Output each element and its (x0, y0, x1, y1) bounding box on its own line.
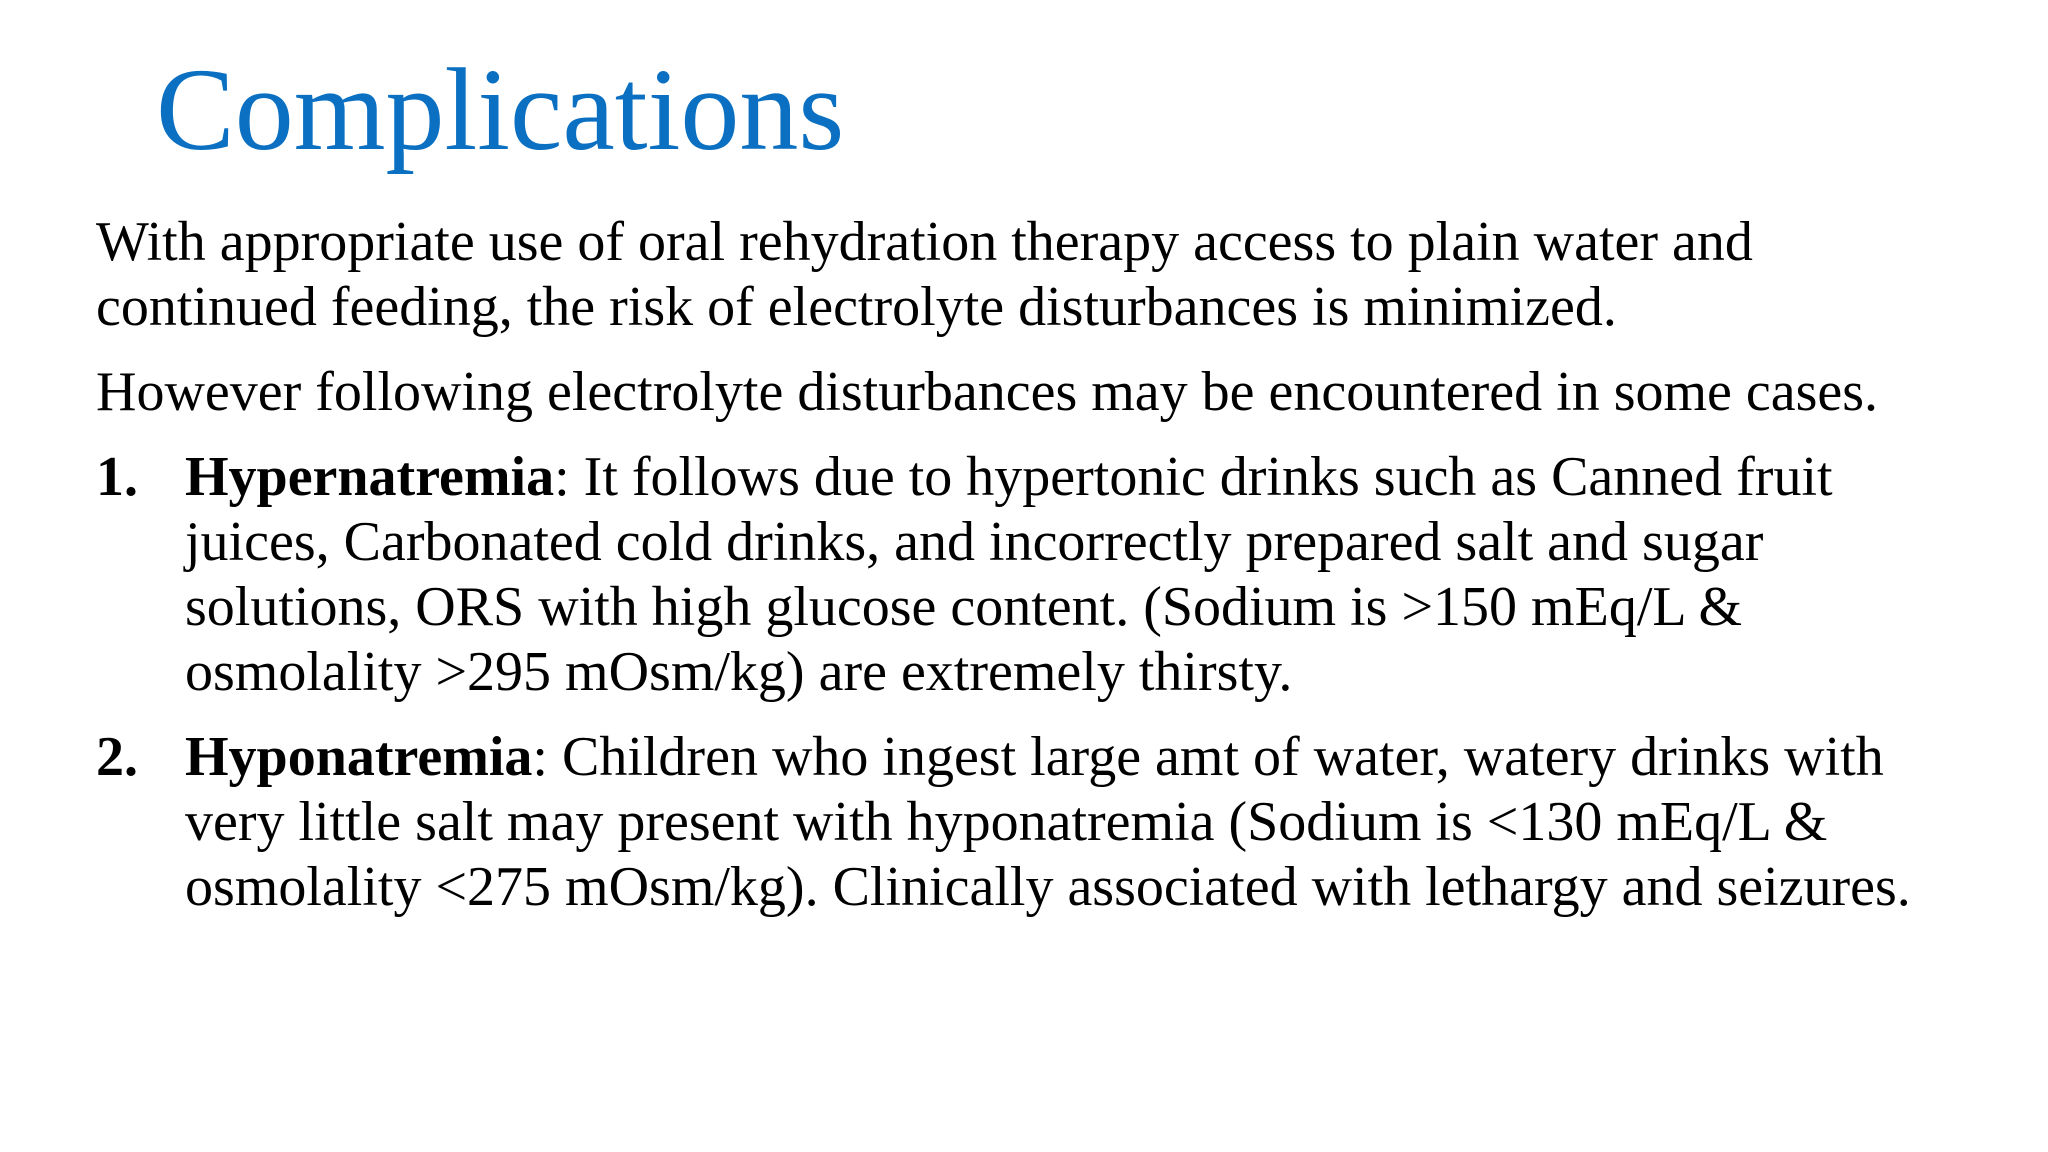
description-hypernatremia: : It follows due to hypertonic drinks such as Canned fruit juices, Carbonated cold drinks, and incorrectly prepared salt and sugar solutions, ORS with high glucose content. (Sodium is >150 mEq/L & osmolality >295 mOsm/kg) are extremely thirsty. (185, 446, 1833, 703)
lead-in-paragraph: However following electrolyte disturbances may be encountered in some cases. (96, 361, 1879, 423)
list-item-hypernatremia (96, 445, 1976, 705)
list-number: 2. (96, 726, 138, 788)
intro-paragraph: With appropriate use of oral rehydration therapy access to plain water and continued feeding, the risk of electrolyte disturbances is minimized. (96, 211, 1753, 338)
slide-body (96, 210, 1976, 940)
description-hyponatremia: : Children who ingest large amt of water, watery drinks with very little salt may present with hyponatremia (Sodium is <130 mEq/L & osmolality <275 mOsm/kg). Clinically associated with lethargy and seizures. (185, 726, 1911, 918)
term-hypernatremia: Hypernatremia (185, 446, 555, 508)
list-item-hyponatremia (96, 725, 1976, 920)
term-hyponatremia: Hyponatremia (185, 726, 533, 788)
slide-title: Complications (156, 44, 845, 175)
list-number: 1. (96, 446, 138, 508)
complications-list (96, 445, 1976, 920)
